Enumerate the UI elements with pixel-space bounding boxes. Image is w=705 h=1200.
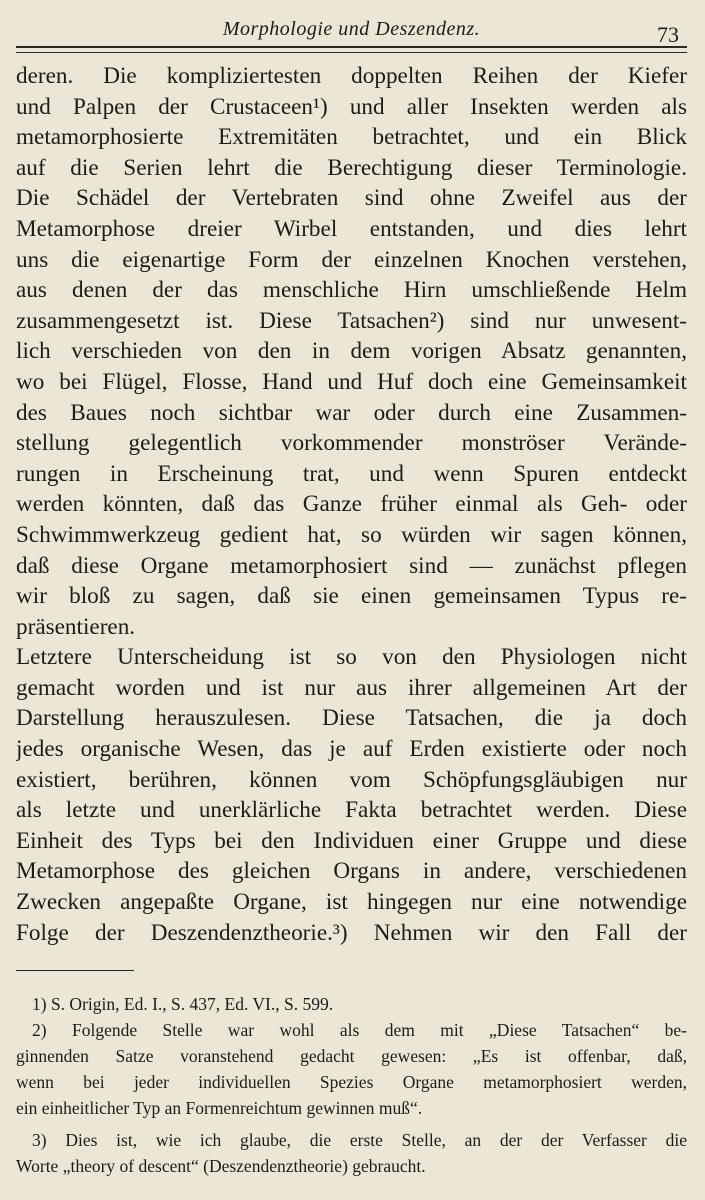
- text-line: Einheit des Typs bei den Individuen einer Gruppe und diese: [16, 827, 687, 854]
- text-line: wir bloß zu sagen, daß sie einen gemeinsamen Typus re-: [16, 583, 687, 610]
- text-line: existiert, berühren, können vom Schöpfungsgläubigen nur: [16, 766, 687, 793]
- text-line: Letztere Unterscheidung ist so von den Physiologen nicht: [16, 644, 687, 671]
- text-line: Die Schädel der Vertebraten sind ohne Zweifel aus der: [16, 185, 687, 212]
- text-line: aus denen der das menschliche Hirn umschließende Helm: [16, 277, 687, 304]
- footnotes: [16, 991, 687, 1179]
- page-number: 73: [657, 22, 679, 47]
- text-line: metamorphosierte Extremitäten betrachtet, und ein Blick: [16, 124, 687, 151]
- text-line: Darstellung herauszulesen. Diese Tatsachen, die ja doch: [16, 705, 687, 732]
- text-line: zusammengesetzt ist. Diese Tatsachen²) sind nur unwesent-: [16, 307, 687, 334]
- text-line: werden könnten, daß das Ganze früher einmal als Geh- oder: [16, 491, 687, 518]
- header-rule-thick: [16, 46, 687, 48]
- header-rule-thin: [16, 52, 687, 53]
- paragraph-1: [16, 61, 687, 642]
- footnote-line: 1) S. Origin, Ed. I., S. 437, Ed. VI., S. 599.: [32, 994, 334, 1015]
- footnote-line: ginnenden Satze voranstehend gedacht gewesen: „Es ist offenbar, daß,: [16, 1046, 687, 1067]
- footnote-2: [16, 1017, 687, 1121]
- text-line: uns die eigenartige Form der einzelnen Knochen verstehen,: [16, 246, 687, 273]
- text-line: jedes organische Wesen, das je auf Erden existierte oder noch: [16, 736, 687, 763]
- text-line: gemacht worden und ist nur aus ihrer allgemeinen Art der: [16, 674, 687, 701]
- text-line: als letzte und unerklärliche Fakta betrachtet werden. Diese: [16, 797, 687, 824]
- text-line: des Baues noch sichtbar war oder durch eine Zusammen-: [16, 399, 687, 426]
- running-head: [16, 14, 687, 47]
- footnote-rule: [16, 970, 134, 971]
- text-line: und Palpen der Crustaceen¹) und aller Insekten werden als: [16, 93, 687, 120]
- body-text: [16, 61, 687, 948]
- text-line: Metamorphose des gleichen Organs in andere, verschiedenen: [16, 858, 687, 885]
- footnote-line: ein einheitlicher Typ an Formenreichtum gewinnen muß“.: [16, 1098, 423, 1119]
- text-line: wo bei Flügel, Flosse, Hand und Huf doch eine Gemeinsamkeit: [16, 368, 687, 395]
- text-line: Metamorphose dreier Wirbel entstanden, und dies lehrt: [16, 215, 687, 242]
- text-line: Folge der Deszendenztheorie.³) Nehmen wir den Fall der: [16, 919, 687, 946]
- footnote-line: wenn bei jeder individuellen Spezies Organe metamorphosiert werden,: [16, 1072, 687, 1093]
- running-title: Morphologie und Deszendenz.: [222, 18, 481, 40]
- text-line: stellung gelegentlich vorkommender monströser Verände-: [16, 430, 687, 457]
- text-line: lich verschieden von den in dem vorigen Absatz genannten,: [16, 338, 687, 365]
- text-line: rungen in Erscheinung trat, und wenn Spuren entdeckt: [16, 460, 687, 487]
- footnote-3: [16, 1127, 687, 1179]
- footnote-1: [16, 991, 687, 1017]
- text-line: Zwecken angepaßte Organe, ist hingegen nur eine notwendige: [16, 889, 687, 916]
- footnote-line: Worte „theory of descent“ (Deszendenztheorie) gebraucht.: [16, 1156, 426, 1177]
- footnote-line: 2) Folgende Stelle war wohl als dem mit „Diese Tatsachen“ be-: [32, 1020, 687, 1041]
- text-line: präsentieren.: [16, 613, 136, 640]
- text-line: Schwimmwerkzeug gedient hat, so würden wir sagen können,: [16, 521, 687, 548]
- text-line: daß diese Organe metamorphosiert sind — zunächst pflegen: [16, 552, 687, 579]
- footnote-line: 3) Dies ist, wie ich glaube, die erste Stelle, an der der Verfasser die: [32, 1130, 687, 1151]
- paragraph-2: [16, 642, 687, 948]
- text-line: deren. Die kompliziertesten doppelten Reihen der Kiefer: [16, 63, 687, 89]
- text-line: auf die Serien lehrt die Berechtigung dieser Terminologie.: [16, 154, 687, 181]
